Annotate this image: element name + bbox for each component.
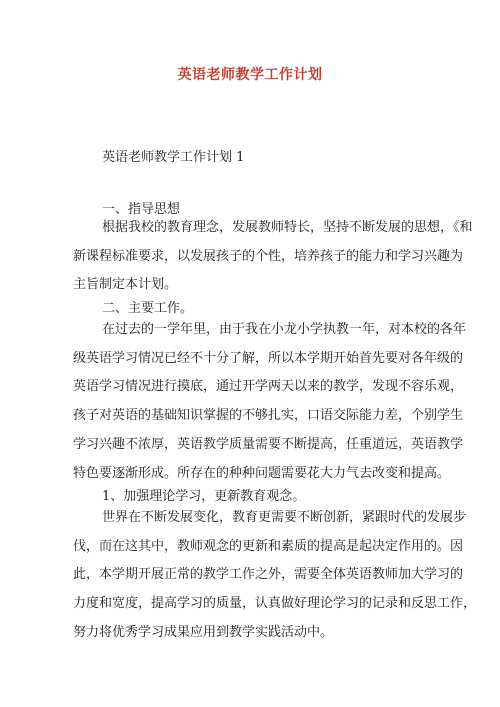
paragraph-line: 力度和宽度，提高学习的质量，认真做好理论学习的记录和反思工作，: [73, 596, 477, 612]
paragraph-line: 主旨制定本计划。: [73, 277, 178, 293]
paragraph-line: 级英语学习情况已经不十分了解，所以本学期开始首先要对各年级的: [73, 350, 464, 366]
paragraph-line: 学习兴趣不浓厚，英语教学质量需要不断提高，任重道远，英语教学: [73, 436, 464, 452]
document-title: 英语老师教学工作计划: [177, 67, 323, 83]
paragraph-line: 伐，而在这其中，教师观念的更新和素质的提高是起决定作用的。因: [73, 538, 464, 554]
heading-main-work: 二、主要工作。: [102, 301, 194, 316]
paragraph-guiding-thought: [73, 214, 473, 300]
paragraph-line: 根据我校的教育理念，发展教师特长，坚持不断发展的思想，《和: [102, 220, 473, 235]
paragraph-line: 孩子对英语的基础知识掌握的不够扎实，口语交际能力差，个别学生: [73, 408, 464, 424]
heading-theory-study: 1、加强理论学习，更新教育观念。: [102, 489, 306, 504]
heading-guiding-thought: 一、指导思想: [102, 202, 181, 217]
paragraph-line: 新课程标准要求，以发展孩子的个性，培养孩子的能力和学习兴趣为: [73, 248, 464, 264]
paragraph-line: 在过去的一学年里，由于我在小龙小学执教一年，对本校的各年: [102, 322, 467, 337]
paragraph-line: 世界在不断发展变化，教育更需要不断创新，紧跟时代的发展步: [102, 510, 467, 525]
paragraph-line: 英语学习情况进行摸底，通过开学两天以来的教学，发现不容乐观，: [73, 379, 464, 395]
section-title: 英语老师教学工作计划 1: [102, 150, 245, 165]
paragraph-line: 此，本学期开展正常的教学工作之外，需要全体英语教师加大学习的: [73, 567, 464, 583]
paragraph-line: 努力将优秀学习成果应用到教学实践活动中。: [73, 624, 334, 640]
paragraph-theory-study: [73, 504, 477, 648]
paragraph-line: 特色要逐渐形成。所存在的种种问题需要花大力气去改变和提高。: [73, 465, 451, 481]
paragraph-main-work: [73, 316, 467, 488]
